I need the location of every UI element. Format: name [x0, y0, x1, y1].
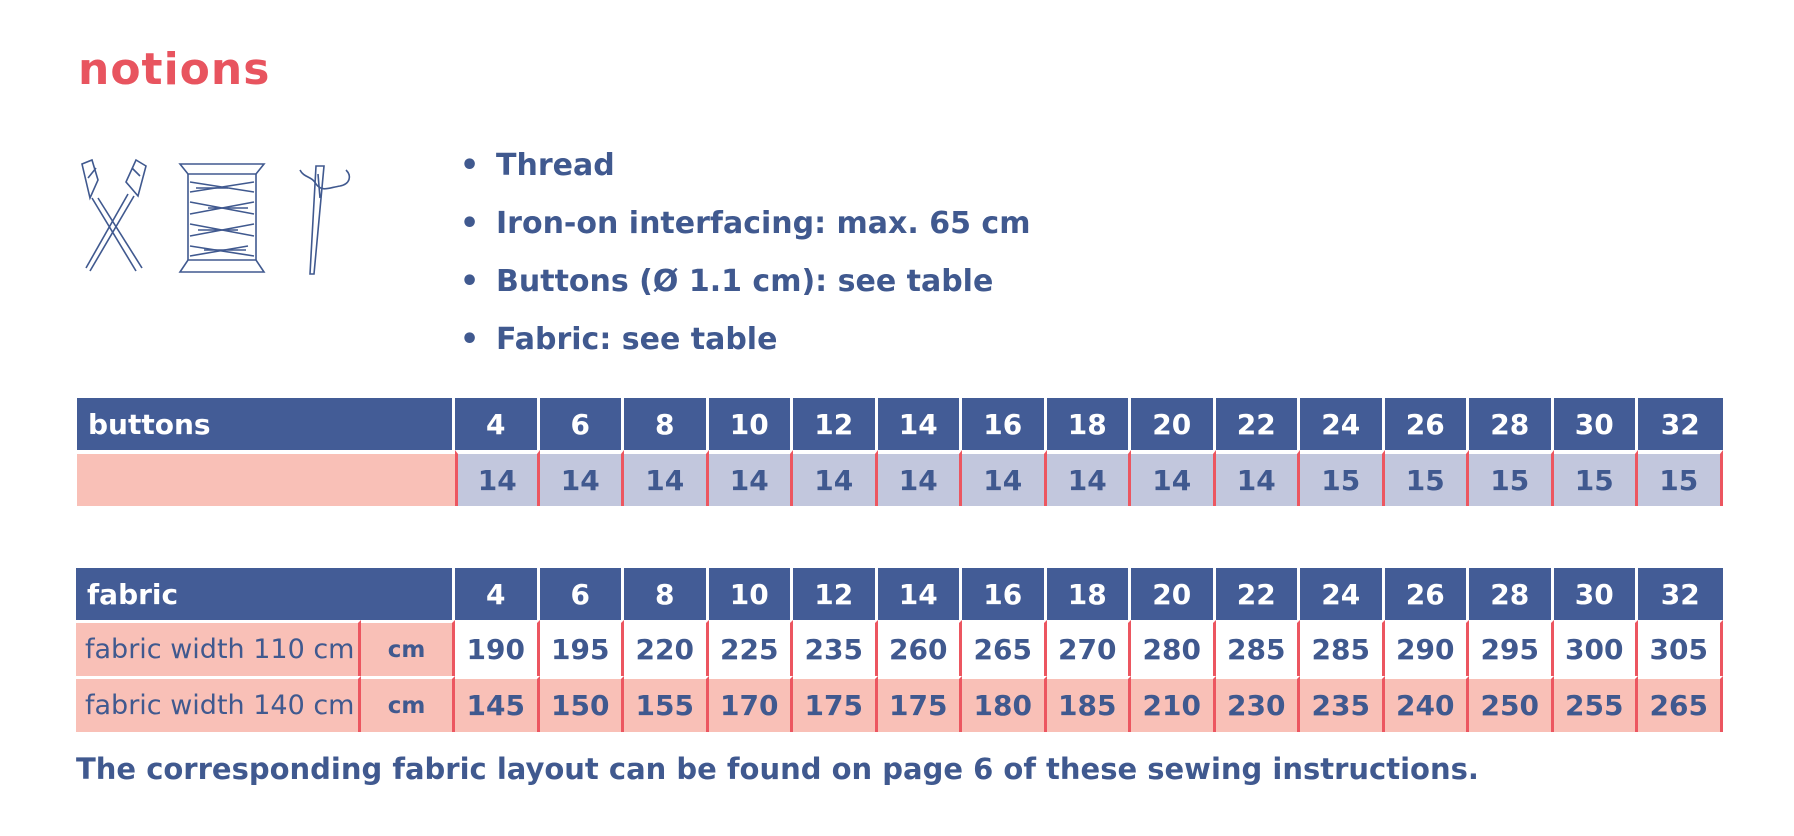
button-count-cell: 15 [1554, 450, 1639, 506]
fabric-length-cell: 220 [624, 620, 709, 676]
notion-item-buttons [460, 264, 1030, 322]
bullet: • [460, 148, 480, 183]
size-header: 10 [709, 398, 794, 450]
size-header: 24 [1300, 398, 1385, 450]
fabric-length-cell: 265 [962, 620, 1047, 676]
fabric-length-cell: 180 [962, 676, 1047, 732]
size-header: 20 [1131, 398, 1216, 450]
notion-label: Thread [496, 148, 615, 183]
size-header: 24 [1300, 568, 1385, 620]
button-count-cell: 14 [455, 450, 540, 506]
fabric-table-label: fabric [76, 568, 455, 620]
button-count-cell: 14 [793, 450, 878, 506]
fabric-length-cell: 235 [1300, 676, 1385, 732]
size-header: 26 [1385, 568, 1470, 620]
size-header: 6 [540, 398, 625, 450]
notions-icons [78, 158, 358, 278]
size-header: 26 [1385, 398, 1470, 450]
scissors-icon [82, 160, 146, 271]
notion-label: Fabric: see table [496, 322, 778, 357]
fabric-length-cell: 190 [455, 620, 540, 676]
fabric-length-cell: 195 [540, 620, 625, 676]
button-count-cell: 15 [1300, 450, 1385, 506]
buttons-table-label: buttons [77, 398, 455, 450]
fabric-length-cell: 145 [455, 676, 540, 732]
notion-label: Buttons (Ø 1.1 cm): see table [496, 264, 994, 299]
fabric-length-cell: 150 [540, 676, 625, 732]
bullet: • [460, 322, 480, 357]
button-count-cell: 14 [878, 450, 963, 506]
size-header: 8 [624, 568, 709, 620]
size-header: 32 [1638, 568, 1723, 620]
fabric-length-cell: 235 [793, 620, 878, 676]
fabric-length-cell: 230 [1216, 676, 1301, 732]
fabric-table [76, 568, 1723, 732]
size-header: 12 [793, 398, 878, 450]
button-count-cell: 15 [1469, 450, 1554, 506]
button-count-cell: 14 [624, 450, 709, 506]
fabric-row-140 [76, 676, 1723, 732]
fabric-length-cell: 270 [1047, 620, 1132, 676]
fabric-length-cell: 255 [1554, 676, 1639, 732]
size-header: 8 [624, 398, 709, 450]
fabric-length-cell: 185 [1047, 676, 1132, 732]
fabric-length-cell: 265 [1638, 676, 1723, 732]
size-header: 28 [1469, 398, 1554, 450]
fabric-row-110 [76, 620, 1723, 676]
fabric-length-cell: 300 [1554, 620, 1639, 676]
size-header: 12 [793, 568, 878, 620]
size-header: 18 [1047, 568, 1132, 620]
fabric-layout-footnote: The corresponding fabric layout can be found on page 6 of these sewing instructions. [76, 752, 1479, 786]
buttons-table [77, 398, 1723, 506]
fabric-length-cell: 210 [1131, 676, 1216, 732]
fabric-length-cell: 225 [709, 620, 794, 676]
needle-icon [300, 166, 349, 274]
fabric-length-cell: 285 [1300, 620, 1385, 676]
fabric-length-cell: 280 [1131, 620, 1216, 676]
size-header: 6 [540, 568, 625, 620]
size-header: 28 [1469, 568, 1554, 620]
fabric-length-cell: 170 [709, 676, 794, 732]
fabric-row-label: fabric width 110 cm [76, 620, 361, 676]
button-count-cell: 14 [962, 450, 1047, 506]
button-count-cell: 14 [709, 450, 794, 506]
fabric-length-cell: 175 [878, 676, 963, 732]
size-header: 18 [1047, 398, 1132, 450]
fabric-row-label: fabric width 140 cm [76, 676, 361, 732]
size-header: 10 [709, 568, 794, 620]
thread-spool-icon [180, 164, 264, 272]
notion-item-thread [460, 148, 1030, 206]
fabric-length-cell: 250 [1469, 676, 1554, 732]
size-header: 16 [962, 398, 1047, 450]
button-count-cell: 15 [1385, 450, 1470, 506]
size-header: 14 [878, 398, 963, 450]
notions-list [460, 148, 1030, 380]
button-count-cell: 14 [1216, 450, 1301, 506]
bullet: • [460, 264, 480, 299]
button-count-cell: 15 [1638, 450, 1723, 506]
size-header: 30 [1554, 398, 1639, 450]
buttons-header-row [77, 398, 1723, 450]
fabric-length-cell: 240 [1385, 676, 1470, 732]
fabric-length-cell: 175 [793, 676, 878, 732]
page-title: notions [78, 44, 271, 95]
size-header: 30 [1554, 568, 1639, 620]
size-header: 4 [455, 398, 540, 450]
size-header: 20 [1131, 568, 1216, 620]
button-count-cell: 14 [540, 450, 625, 506]
buttons-count-row [77, 450, 1723, 506]
notion-item-fabric [460, 322, 1030, 380]
notion-item-interfacing [460, 206, 1030, 264]
size-header: 14 [878, 568, 963, 620]
fabric-length-cell: 155 [624, 676, 709, 732]
fabric-length-cell: 305 [1638, 620, 1723, 676]
bullet: • [460, 206, 480, 241]
size-header: 4 [455, 568, 540, 620]
fabric-length-cell: 285 [1216, 620, 1301, 676]
notion-label: Iron-on interfacing: max. 65 cm [496, 206, 1031, 241]
size-header: 22 [1216, 568, 1301, 620]
buttons-row-label-cell [77, 450, 455, 506]
size-header: 22 [1216, 398, 1301, 450]
unit-label: cm [361, 676, 455, 732]
fabric-length-cell: 260 [878, 620, 963, 676]
fabric-length-cell: 290 [1385, 620, 1470, 676]
button-count-cell: 14 [1131, 450, 1216, 506]
size-header: 32 [1638, 398, 1723, 450]
size-header: 16 [962, 568, 1047, 620]
fabric-length-cell: 295 [1469, 620, 1554, 676]
fabric-header-row [76, 568, 1723, 620]
unit-label: cm [361, 620, 455, 676]
button-count-cell: 14 [1047, 450, 1132, 506]
